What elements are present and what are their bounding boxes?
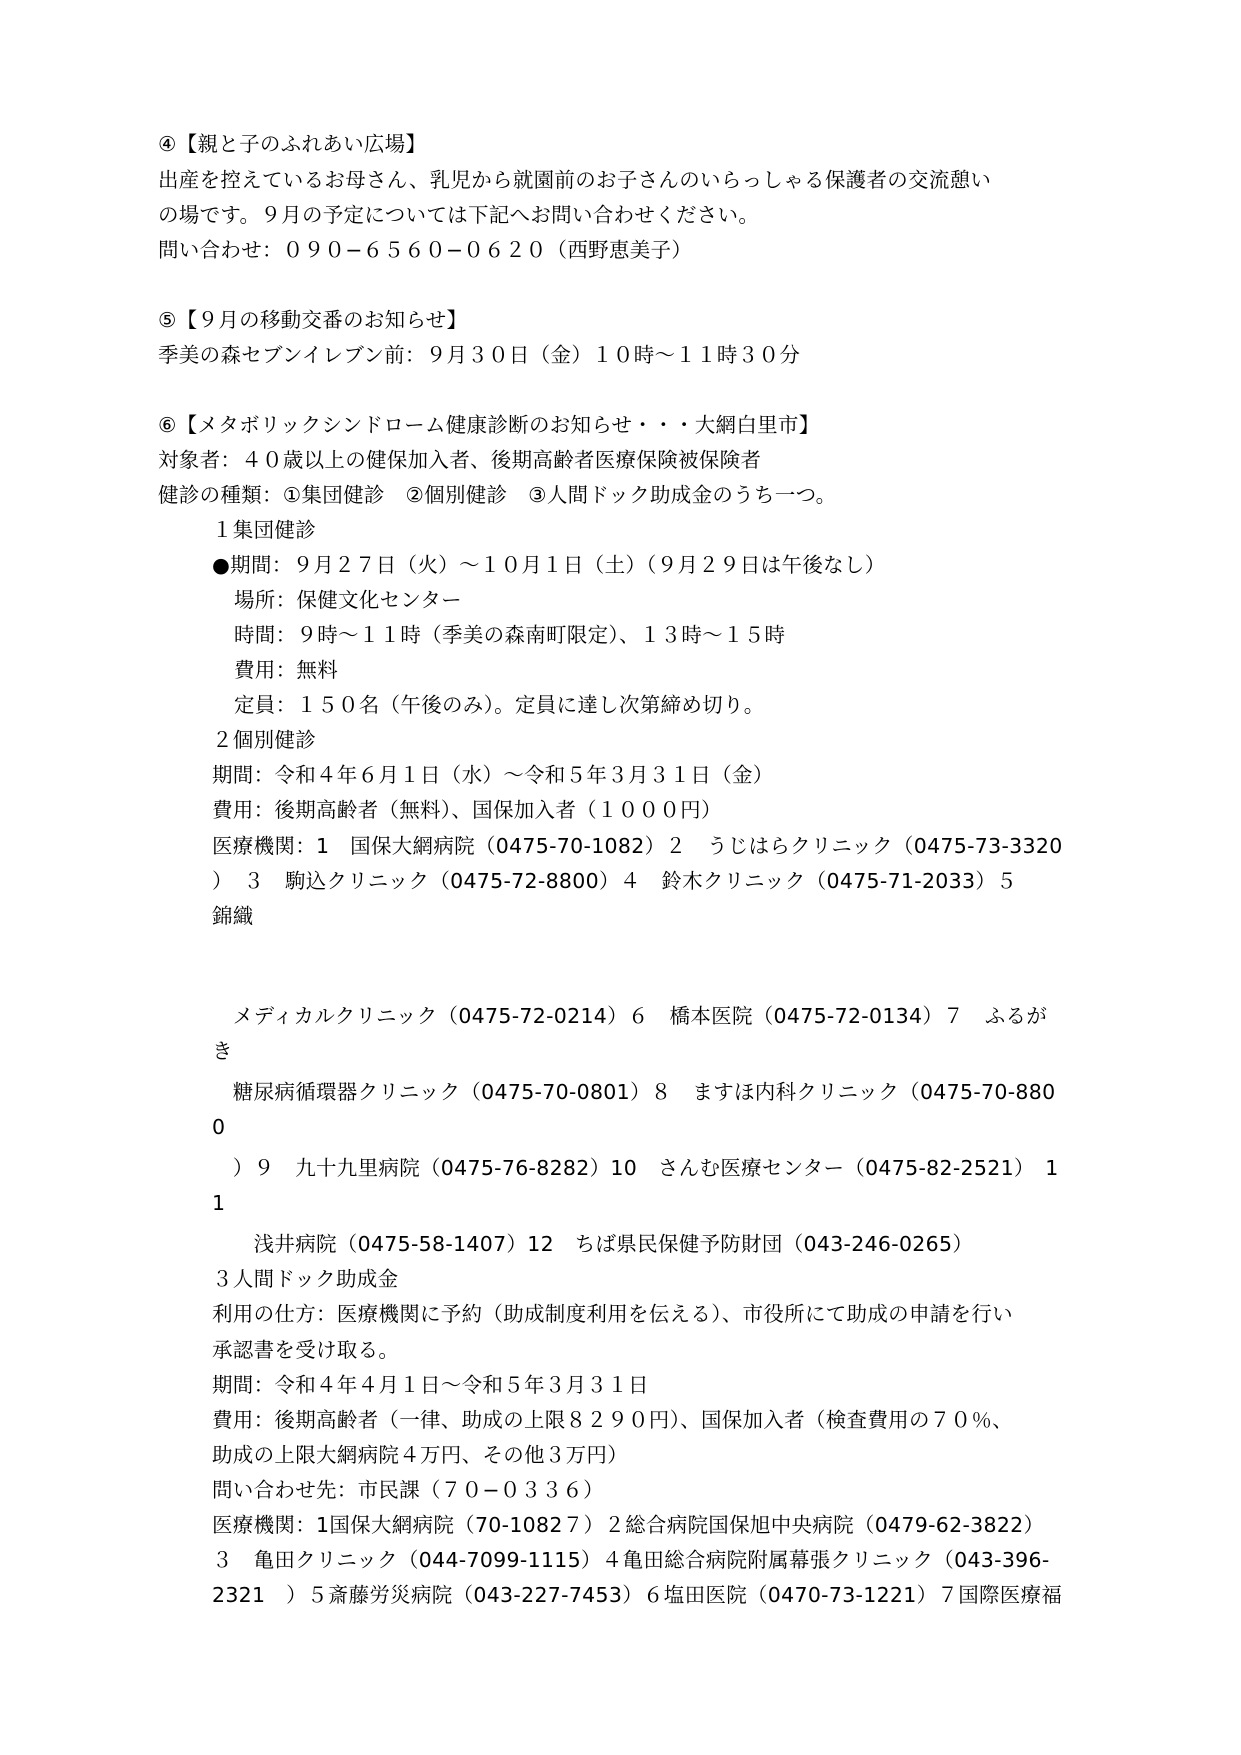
group-checkup-cost: 費用：無料 bbox=[234, 658, 338, 682]
group-checkup-place: 場所：保健文化センター bbox=[234, 588, 462, 612]
section-5-heading: ⑤【９月の移動交番のお知らせ】 bbox=[158, 308, 468, 332]
dock-usage-line-1: 利用の仕方：医療機関に予約（助成制度利用を伝える）、市役所にて助成の申請を行い bbox=[212, 1302, 1013, 1326]
dock-contact: 問い合わせ先：市民課（７０−０３３６） bbox=[212, 1478, 604, 1502]
group-checkup-period: ●期間：９月２７日（火）〜１０月１日（土）（９月２９日は午後なし） bbox=[212, 553, 886, 577]
dock-cost-line-2: 助成の上限大網病院４万円、その他３万円） bbox=[212, 1443, 628, 1467]
dock-clinics-line: ３ 亀田クリニック（044-7099-1115）４亀田総合病院附属幕張クリニック（043-396- bbox=[212, 1548, 1050, 1572]
section-5-detail: 季美の森セブンイレブン前：９月３０日（金）１０時〜１１時３０分 bbox=[158, 343, 801, 367]
individual-clinics-line: ）９ 九十九里病院（0475-76-8282）10 さんむ医療センター（0475-82-2521） 1 bbox=[212, 1156, 1059, 1180]
section-6-types: 健診の種類：①集団健診 ②個別健診 ③人間ドック助成金のうち一つ。 bbox=[158, 483, 837, 507]
individual-checkup-cost: 費用：後期高齢者（無料）、国保加入者（１０００円） bbox=[212, 798, 722, 822]
dock-subsidy-title: ３人間ドック助成金 bbox=[212, 1267, 399, 1291]
section-4-body-line-1: 出産を控えているお母さん、乳児から就園前のお子さんのいらっしゃる保護者の交流憩い bbox=[158, 168, 992, 192]
individual-clinics-line: メディカルクリニック（0475-72-0214）６ 橋本医院（0475-72-0134）７ ふるが bbox=[212, 1004, 1048, 1028]
individual-clinics-line: 医療機関：1 国保大網病院（0475-70-1082）２ うじはらクリニック（0475-73-3320 bbox=[212, 834, 1063, 858]
individual-clinics-line: 糖尿病循環器クリニック（0475-70-0801）８ ますほ内科クリニック（0475-70-880 bbox=[212, 1080, 1056, 1104]
section-4-body-line-2: の場です。９月の予定については下記へお問い合わせください。 bbox=[158, 203, 760, 227]
section-6-heading: ⑥【メタボリックシンドローム健康診断のお知らせ・・・大網白里市】 bbox=[158, 413, 820, 437]
section-4-contact: 問い合わせ：０９０−６５６０−０６２０（西野恵美子） bbox=[158, 238, 693, 262]
dock-usage-line-2: 承認書を受け取る。 bbox=[212, 1338, 400, 1362]
dock-period: 期間：令和４年４月１日〜令和５年３月３１日 bbox=[212, 1373, 649, 1397]
individual-clinics-line: ） ３ 駒込クリニック（0475-72-8800）４ 鈴木クリニック（0475-71-2033）５ bbox=[212, 869, 1017, 893]
individual-clinics-line: 1 bbox=[212, 1191, 226, 1215]
group-checkup-capacity: 定員：１５０名（午後のみ）。定員に達し次第締め切り。 bbox=[234, 693, 765, 717]
individual-clinics-line: き bbox=[212, 1039, 233, 1063]
individual-clinics-line: 0 bbox=[212, 1115, 226, 1139]
section-4-heading: ④【親と子のふれあい広場】 bbox=[158, 132, 427, 156]
dock-clinics-line: 2321 ）５斎藤労災病院（043-227-7453）６塩田医院（0470-73-1221）７国際医療福 bbox=[212, 1583, 1063, 1607]
individual-checkup-title: ２個別健診 bbox=[212, 728, 316, 752]
individual-clinics-line: 浅井病院（0475-58-1407）12 ちば県民保健予防財団（043-246-0265） bbox=[212, 1232, 974, 1256]
section-6-target: 対象者：４０歳以上の健保加入者、後期高齢者医療保険被保険者 bbox=[158, 448, 762, 472]
dock-clinics-line: 医療機関：1国保大網病院（70-1082７）２総合病院国保旭中央病院（0479-62-3822） bbox=[212, 1513, 1045, 1537]
group-checkup-time: 時間：９時〜１１時（季美の森南町限定）、１３時〜１５時 bbox=[234, 623, 786, 647]
group-checkup-title: １集団健診 bbox=[212, 518, 316, 542]
individual-checkup-period: 期間：令和４年６月１日（水）〜令和５年３月３１日（金） bbox=[212, 763, 774, 787]
dock-cost-line-1: 費用：後期高齢者（一律、助成の上限８２９０円）、国保加入者（検査費用の７０％、 bbox=[212, 1408, 1013, 1432]
individual-clinics-line: 錦織 bbox=[212, 904, 254, 928]
